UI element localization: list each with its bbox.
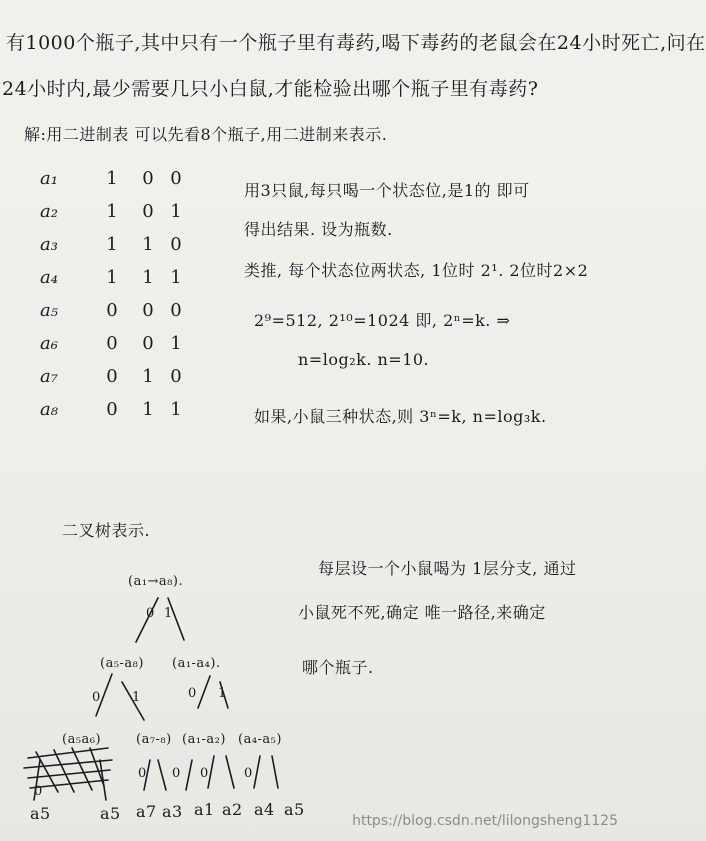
bottle-label: a₄ — [40, 267, 58, 288]
bit-cell: 0 — [106, 366, 118, 387]
edge-label-0: 0 — [244, 766, 253, 781]
edge-label-1: 1 — [132, 690, 141, 705]
bottle-label: a₃ — [40, 234, 58, 255]
section2-desc-2: 小鼠死不死,确定 唯一路径,来确定 — [298, 603, 546, 622]
note-line-6: 如果,小鼠三种状态,则 3ⁿ=k, n=log₃k. — [254, 407, 547, 426]
note-line-5: n=log₂k. n=10. — [298, 350, 430, 369]
edge-label-0: 0 — [34, 784, 43, 799]
leaf-label: a2 — [222, 800, 243, 819]
bit-cell: 1 — [142, 399, 154, 420]
leaf-label: a5 — [30, 804, 51, 823]
bit-cell: 0 — [106, 399, 118, 420]
tree-node-l2c: (a₁-a₂) — [182, 732, 226, 747]
tree-edge — [208, 756, 214, 788]
edge-label-1: 1 — [218, 686, 227, 701]
bit-cell: 1 — [170, 399, 182, 420]
solution-header: 解:用二进制表 可以先看8个瓶子,用二进制来表示. — [24, 125, 388, 144]
bottle-label: a₅ — [40, 300, 58, 321]
section2-title: 二叉树表示. — [62, 521, 151, 540]
bottle-label: a₆ — [40, 333, 58, 354]
tree-node-l2d: (a₄-a₅) — [238, 732, 282, 747]
bit-cell: 0 — [142, 333, 154, 354]
leaf-label: a3 — [162, 802, 183, 821]
bit-cell: 1 — [170, 201, 182, 222]
bit-cell: 0 — [170, 300, 182, 321]
problem-line-1: 有1000个瓶子,其中只有一个瓶子里有毒药,喝下毒药的老鼠会在24小时死亡,问在 — [6, 32, 706, 54]
section2-desc-1: 每层设一个小鼠喝为 1层分支, 通过 — [318, 559, 577, 578]
bottle-label: a₁ — [40, 168, 58, 189]
bit-cell: 0 — [170, 234, 182, 255]
bottle-label: a₈ — [40, 399, 58, 420]
leaf-label: a4 — [254, 800, 275, 819]
tree-edge — [158, 760, 166, 790]
bit-cell: 1 — [142, 366, 154, 387]
bit-cell: 0 — [142, 300, 154, 321]
edge-label-0: 0 — [200, 766, 209, 781]
edge-label-0: 0 — [146, 606, 155, 621]
tree-node-left: (a₅-a₈) — [100, 656, 144, 671]
tree-node-root: (a₁→a₈). — [128, 574, 184, 589]
tree-edge — [272, 756, 278, 788]
tree-edge — [198, 676, 210, 708]
problem-line-2: 24小时内,最少需要几只小白鼠,才能检验出哪个瓶子里有毒药? — [2, 78, 539, 100]
watermark: https://blog.csdn.net/lilongsheng1125 — [352, 813, 618, 829]
edge-label-0: 0 — [188, 686, 197, 701]
bit-cell: 0 — [170, 366, 182, 387]
edge-label-1: 1 — [164, 606, 173, 621]
bottle-label: a₂ — [40, 201, 58, 222]
bottle-label: a₇ — [40, 366, 58, 387]
tree-node-l2a: (a₅a₆) — [62, 732, 102, 747]
note-line-3: 类推, 每个状态位两状态, 1位时 2¹. 2位时2×2 — [244, 261, 589, 280]
edge-label-0: 0 — [92, 690, 101, 705]
bit-cell: 1 — [142, 267, 154, 288]
tree-edge — [186, 760, 192, 790]
bit-cell: 0 — [142, 168, 154, 189]
bit-cell: 0 — [142, 201, 154, 222]
leaf-label: a1 — [194, 800, 215, 819]
leaf-label: a5 — [284, 800, 305, 819]
tree-edge — [226, 756, 234, 788]
tree-node-l2b: (a₇-₈) — [136, 732, 172, 747]
leaf-label: a5 — [100, 804, 121, 823]
bit-cell: 1 — [170, 267, 182, 288]
bit-cell: 1 — [170, 333, 182, 354]
leaf-label: a7 — [136, 802, 157, 821]
tree-node-right: (a₁-a₄). — [172, 656, 221, 671]
edge-label-0: 0 — [172, 766, 181, 781]
note-line-4: 2⁹=512, 2¹⁰=1024 即, 2ⁿ=k. ⇒ — [254, 311, 511, 330]
note-line-1: 用3只鼠,每只喝一个状态位,是1的 即可 — [244, 181, 530, 200]
bit-cell: 0 — [170, 168, 182, 189]
edge-label-0: 0 — [138, 766, 147, 781]
bit-cell: 1 — [106, 201, 118, 222]
bit-cell: 1 — [106, 168, 118, 189]
bit-cell: 0 — [106, 333, 118, 354]
tree-edge — [254, 756, 260, 788]
bit-cell: 1 — [106, 267, 118, 288]
bit-cell: 1 — [142, 234, 154, 255]
bit-cell: 0 — [106, 300, 118, 321]
note-line-2: 得出结果. 设为瓶数. — [244, 220, 393, 239]
section2-desc-3: 哪个瓶子. — [302, 658, 374, 677]
bit-cell: 1 — [106, 234, 118, 255]
